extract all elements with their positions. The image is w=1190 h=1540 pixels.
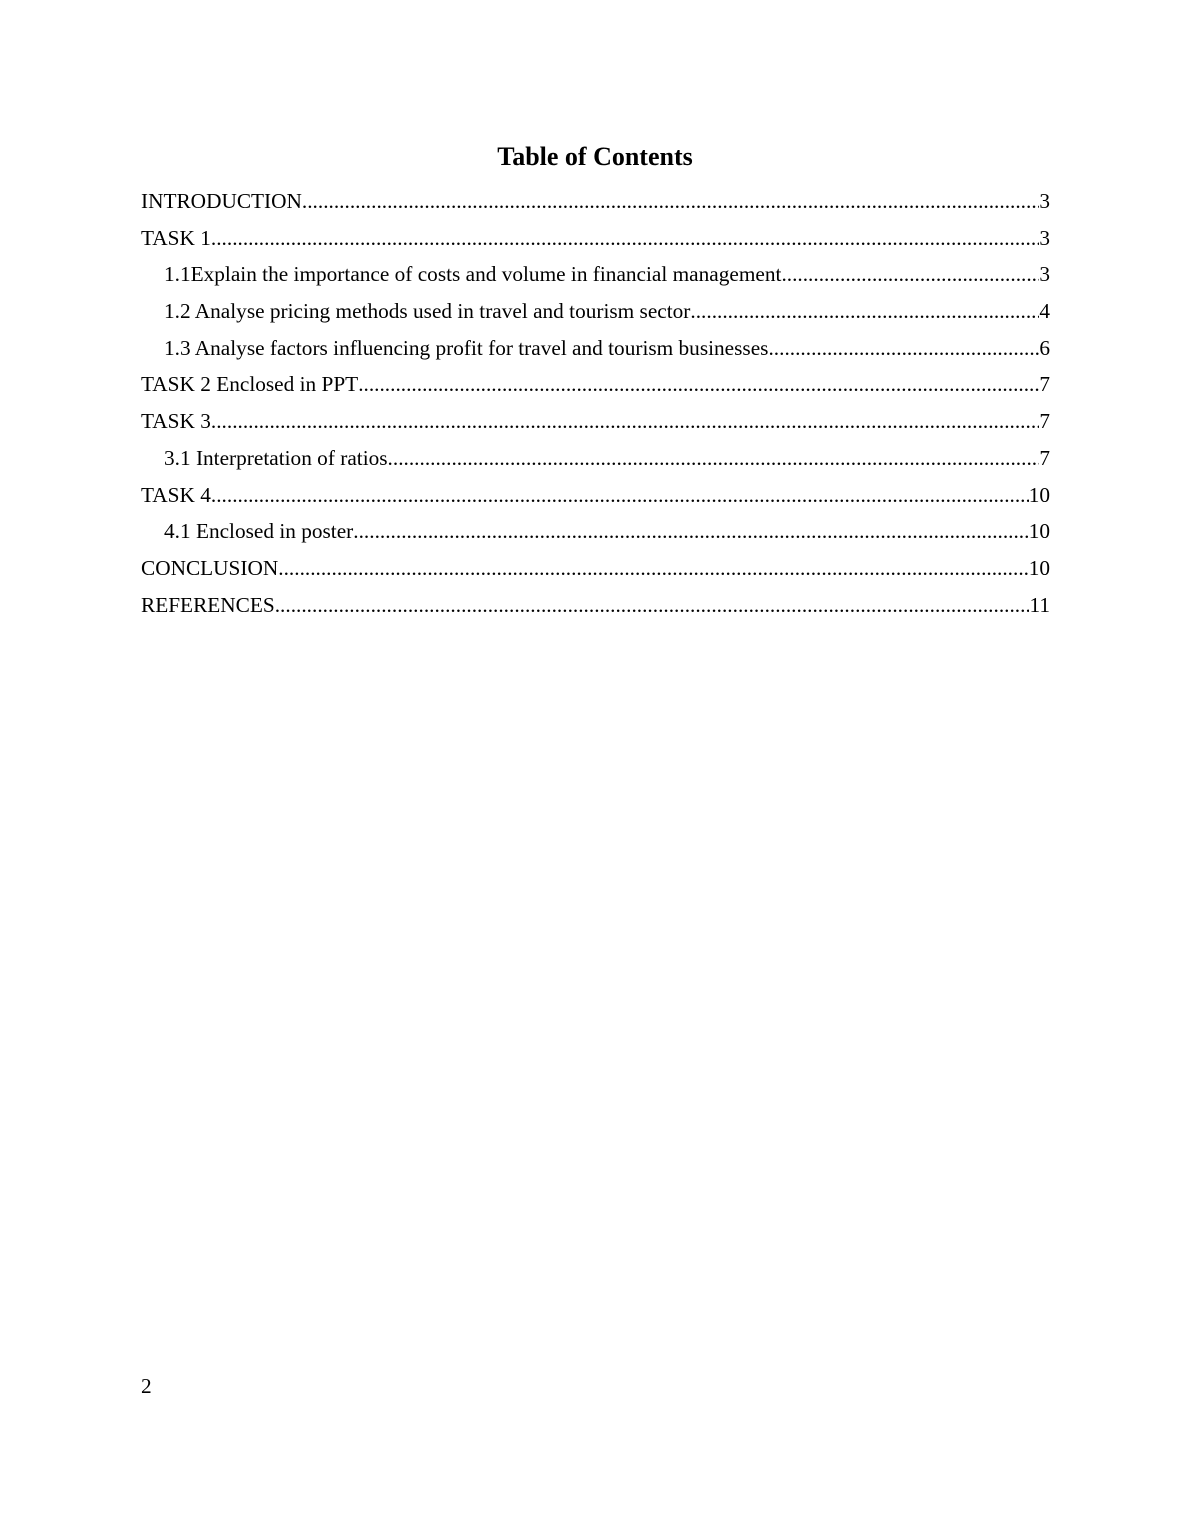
toc-entry-page: 4 xyxy=(1039,299,1050,324)
toc-title: Table of Contents xyxy=(497,142,693,171)
toc-dot-leader xyxy=(690,293,1039,330)
toc-entry-page: 7 xyxy=(1039,372,1050,397)
toc-dot-leader xyxy=(388,440,1040,477)
toc-dot-leader xyxy=(278,550,1028,587)
toc-dot-leader xyxy=(353,513,1028,550)
toc-entry-text: INTRODUCTION xyxy=(141,189,302,213)
toc-entry-references[interactable] xyxy=(141,587,1050,624)
toc-entry-1-2[interactable] xyxy=(141,293,1050,330)
toc-dot-leader xyxy=(275,587,1030,624)
toc-entry-text: 1.2 Analyse pricing methods used in travel and tourism sector xyxy=(164,299,691,324)
toc-entry-page: 10 xyxy=(1028,519,1050,544)
toc-entry-page: 3 xyxy=(1039,189,1050,213)
toc-entry-page: 10 xyxy=(1028,482,1050,507)
toc-entry-page: 11 xyxy=(1029,592,1050,617)
toc-entry-text: CONCLUSION xyxy=(141,555,279,580)
toc-entry-page: 7 xyxy=(1039,409,1050,434)
toc-entry-page: 3 xyxy=(1039,225,1050,250)
toc-entry-page: 3 xyxy=(1039,262,1050,287)
toc-entry-introduction[interactable] xyxy=(141,183,1050,220)
toc-entry-4-1[interactable] xyxy=(141,513,1050,550)
toc-dot-leader xyxy=(358,366,1039,403)
toc-entry-page: 10 xyxy=(1028,555,1050,580)
toc-entry-text: 1.1Explain the importance of costs and volume in financial management xyxy=(164,262,782,287)
toc-entry-text: 4.1 Enclosed in poster xyxy=(164,519,354,544)
toc-entry-text: REFERENCES xyxy=(141,592,275,617)
toc-entry-1-1[interactable] xyxy=(141,256,1050,293)
toc-entry-text: TASK 2 Enclosed in PPT xyxy=(141,372,359,397)
toc-dot-leader xyxy=(211,220,1039,257)
toc-entry-task-1[interactable] xyxy=(141,220,1050,257)
toc-entry-conclusion[interactable] xyxy=(141,550,1050,587)
toc-dot-leader xyxy=(211,403,1039,440)
toc-entry-task-2[interactable] xyxy=(141,366,1050,403)
toc-entry-1-3[interactable] xyxy=(141,330,1050,367)
toc-entry-page: 6 xyxy=(1039,335,1050,360)
toc-entry-task-4[interactable] xyxy=(141,477,1050,514)
page-number: 2 xyxy=(141,1374,152,1398)
toc-entry-page: 7 xyxy=(1039,445,1050,470)
toc-entry-text: 1.3 Analyse factors influencing profit for travel and tourism businesses xyxy=(164,335,769,360)
toc-dot-leader xyxy=(781,256,1039,293)
toc-list xyxy=(141,183,1050,623)
toc-entry-text: TASK 1 xyxy=(141,225,211,250)
toc-entry-text: TASK 3 xyxy=(141,409,211,434)
toc-dot-leader xyxy=(768,330,1039,367)
toc-dot-leader xyxy=(302,183,1039,220)
toc-entry-task-3[interactable] xyxy=(141,403,1050,440)
toc-entry-text: TASK 4 xyxy=(141,482,211,507)
toc-entry-3-1[interactable] xyxy=(141,440,1050,477)
toc-entry-text: 3.1 Interpretation of ratios xyxy=(164,445,388,470)
toc-dot-leader xyxy=(211,477,1029,514)
